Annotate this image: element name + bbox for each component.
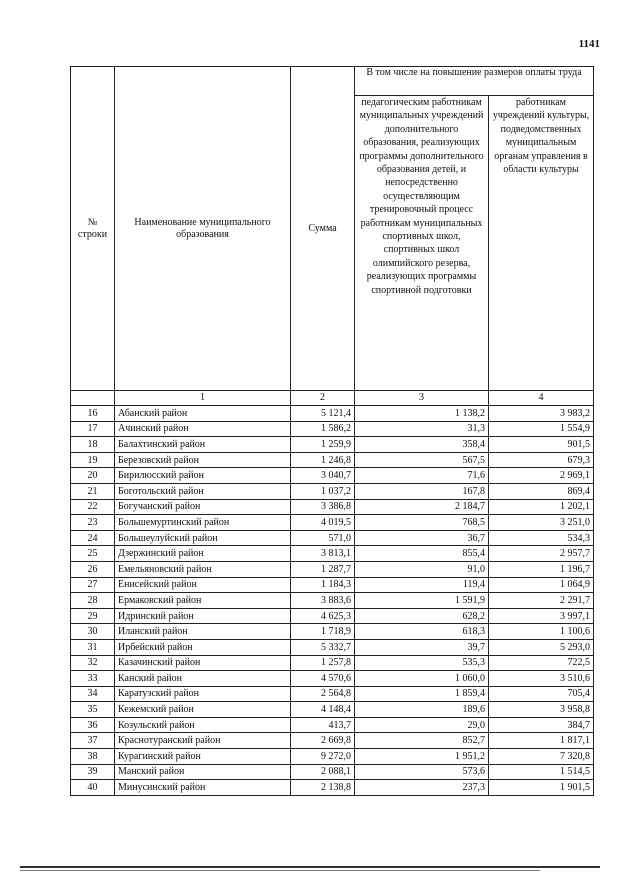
row-number-cell: 32 xyxy=(71,655,115,671)
municipality-name-cell: Козульский район xyxy=(115,717,291,733)
table-row xyxy=(71,561,594,577)
municipality-name-cell: Балахтинский район xyxy=(115,437,291,453)
row-number-cell: 35 xyxy=(71,702,115,718)
row-number-cell: 33 xyxy=(71,671,115,687)
sum-cell: 571,0 xyxy=(291,530,355,546)
culture-amount-cell: 901,5 xyxy=(489,437,594,453)
sum-cell: 1 259,9 xyxy=(291,437,355,453)
table-row xyxy=(71,515,594,531)
table-row xyxy=(71,686,594,702)
sum-cell: 2 138,8 xyxy=(291,780,355,796)
culture-amount-cell: 1 196,7 xyxy=(489,561,594,577)
row-number-cell: 27 xyxy=(71,577,115,593)
table-row xyxy=(71,437,594,453)
culture-amount-cell: 3 983,2 xyxy=(489,406,594,422)
teachers-amount-cell: 36,7 xyxy=(355,530,489,546)
table-row xyxy=(71,546,594,562)
table-row xyxy=(71,421,594,437)
row-number-cell: 18 xyxy=(71,437,115,453)
culture-amount-cell: 2 969,1 xyxy=(489,468,594,484)
header-culture-workers: работникам учреждений культуры, подведомственных муниципальным органам управления в области культуры xyxy=(489,96,594,391)
column-number xyxy=(71,391,115,406)
teachers-amount-cell: 852,7 xyxy=(355,733,489,749)
table-row xyxy=(71,717,594,733)
sum-cell: 413,7 xyxy=(291,717,355,733)
teachers-amount-cell: 628,2 xyxy=(355,608,489,624)
culture-amount-cell: 534,3 xyxy=(489,530,594,546)
culture-amount-cell: 2 291,7 xyxy=(489,593,594,609)
row-number-cell: 22 xyxy=(71,499,115,515)
municipality-name-cell: Абанский район xyxy=(115,406,291,422)
sum-cell: 4 570,6 xyxy=(291,671,355,687)
culture-amount-cell: 722,5 xyxy=(489,655,594,671)
header-municipality-name: Наименование муниципального образования xyxy=(115,67,291,391)
row-number-cell: 21 xyxy=(71,483,115,499)
municipality-name-cell: Кежемский район xyxy=(115,702,291,718)
culture-amount-cell: 869,4 xyxy=(489,483,594,499)
teachers-amount-cell: 2 184,7 xyxy=(355,499,489,515)
table-body xyxy=(71,391,594,796)
table-row xyxy=(71,655,594,671)
row-number-cell: 23 xyxy=(71,515,115,531)
funding-table xyxy=(70,66,594,796)
culture-amount-cell: 679,3 xyxy=(489,452,594,468)
table-row xyxy=(71,764,594,780)
municipality-name-cell: Канский район xyxy=(115,671,291,687)
header-including: В том числе на повышение размеров оплаты труда xyxy=(355,67,594,96)
municipality-name-cell: Краснотуранский район xyxy=(115,733,291,749)
table-row xyxy=(71,499,594,515)
table-row xyxy=(71,608,594,624)
table-row xyxy=(71,530,594,546)
teachers-amount-cell: 358,4 xyxy=(355,437,489,453)
teachers-amount-cell: 39,7 xyxy=(355,639,489,655)
teachers-amount-cell: 1 060,0 xyxy=(355,671,489,687)
sum-cell: 5 121,4 xyxy=(291,406,355,422)
sum-cell: 2 669,8 xyxy=(291,733,355,749)
table-row xyxy=(71,671,594,687)
teachers-amount-cell: 91,0 xyxy=(355,561,489,577)
table-row xyxy=(71,483,594,499)
table-row xyxy=(71,406,594,422)
sum-cell: 3 040,7 xyxy=(291,468,355,484)
sum-cell: 1 718,9 xyxy=(291,624,355,640)
row-number-cell: 25 xyxy=(71,546,115,562)
row-number-cell: 36 xyxy=(71,717,115,733)
header-teachers: педагогическим работникам муниципальных учреждений дополнительного образования, реализующих программы дополнительного образования детей, и непосредственно осуществляющим тренировочный процесс работникам муниципальных спортивных школ, спортивных школ олимпийского резерва, реализующих программы спортивной подготовки xyxy=(355,96,489,391)
sum-cell: 1 037,2 xyxy=(291,483,355,499)
table-row xyxy=(71,780,594,796)
sum-cell: 1 287,7 xyxy=(291,561,355,577)
table-row xyxy=(71,624,594,640)
table-row xyxy=(71,639,594,655)
row-number-cell: 38 xyxy=(71,749,115,765)
municipality-name-cell: Ермаковский район xyxy=(115,593,291,609)
teachers-amount-cell: 618,3 xyxy=(355,624,489,640)
teachers-amount-cell: 1 859,4 xyxy=(355,686,489,702)
teachers-amount-cell: 573,6 xyxy=(355,764,489,780)
sum-cell: 3 883,6 xyxy=(291,593,355,609)
culture-amount-cell: 384,7 xyxy=(489,717,594,733)
culture-amount-cell: 3 958,8 xyxy=(489,702,594,718)
table-header xyxy=(71,67,594,391)
row-number-cell: 24 xyxy=(71,530,115,546)
culture-amount-cell: 1 202,1 xyxy=(489,499,594,515)
municipality-name-cell: Иланский район xyxy=(115,624,291,640)
table-row xyxy=(71,593,594,609)
municipality-name-cell: Минусинский район xyxy=(115,780,291,796)
teachers-amount-cell: 535,3 xyxy=(355,655,489,671)
teachers-amount-cell: 1 138,2 xyxy=(355,406,489,422)
municipality-name-cell: Боготольский район xyxy=(115,483,291,499)
municipality-name-cell: Бирилюсский район xyxy=(115,468,291,484)
culture-amount-cell: 705,4 xyxy=(489,686,594,702)
table-row xyxy=(71,468,594,484)
row-number-cell: 19 xyxy=(71,452,115,468)
teachers-amount-cell: 167,8 xyxy=(355,483,489,499)
sum-cell: 1 586,2 xyxy=(291,421,355,437)
municipality-name-cell: Казачинский район xyxy=(115,655,291,671)
row-number-cell: 30 xyxy=(71,624,115,640)
table-row xyxy=(71,733,594,749)
sum-cell: 3 813,1 xyxy=(291,546,355,562)
column-number: 3 xyxy=(355,391,489,406)
municipality-name-cell: Березовский район xyxy=(115,452,291,468)
culture-amount-cell: 1 554,9 xyxy=(489,421,594,437)
teachers-amount-cell: 29,0 xyxy=(355,717,489,733)
column-number: 1 xyxy=(115,391,291,406)
municipality-name-cell: Емельяновский район xyxy=(115,561,291,577)
row-number-cell: 40 xyxy=(71,780,115,796)
header-sum: Сумма xyxy=(291,67,355,391)
teachers-amount-cell: 119,4 xyxy=(355,577,489,593)
table-row xyxy=(71,702,594,718)
table-row xyxy=(71,749,594,765)
municipality-name-cell: Дзержинский район xyxy=(115,546,291,562)
table-row xyxy=(71,577,594,593)
teachers-amount-cell: 189,6 xyxy=(355,702,489,718)
sum-cell: 4 019,5 xyxy=(291,515,355,531)
row-number-cell: 20 xyxy=(71,468,115,484)
sum-cell: 5 332,7 xyxy=(291,639,355,655)
culture-amount-cell: 1 514,5 xyxy=(489,764,594,780)
teachers-amount-cell: 31,3 xyxy=(355,421,489,437)
teachers-amount-cell: 768,5 xyxy=(355,515,489,531)
row-number-cell: 28 xyxy=(71,593,115,609)
sum-cell: 2 088,1 xyxy=(291,764,355,780)
culture-amount-cell: 1 100,6 xyxy=(489,624,594,640)
row-number-cell: 17 xyxy=(71,421,115,437)
culture-amount-cell: 2 957,7 xyxy=(489,546,594,562)
sum-cell: 3 386,8 xyxy=(291,499,355,515)
teachers-amount-cell: 1 591,9 xyxy=(355,593,489,609)
column-number: 2 xyxy=(291,391,355,406)
culture-amount-cell: 3 997,1 xyxy=(489,608,594,624)
sum-cell: 1 257,8 xyxy=(291,655,355,671)
footer-divider xyxy=(20,866,600,868)
row-number-cell: 34 xyxy=(71,686,115,702)
sum-cell: 9 272,0 xyxy=(291,749,355,765)
teachers-amount-cell: 1 951,2 xyxy=(355,749,489,765)
municipality-name-cell: Ачинский район xyxy=(115,421,291,437)
culture-amount-cell: 3 510,6 xyxy=(489,671,594,687)
teachers-amount-cell: 237,3 xyxy=(355,780,489,796)
culture-amount-cell: 5 293,0 xyxy=(489,639,594,655)
municipality-name-cell: Ирбейский район xyxy=(115,639,291,655)
row-number-cell: 29 xyxy=(71,608,115,624)
culture-amount-cell: 1 901,5 xyxy=(489,780,594,796)
culture-amount-cell: 1 817,1 xyxy=(489,733,594,749)
sum-cell: 1 246,8 xyxy=(291,452,355,468)
header-row-number: № строки xyxy=(71,67,115,391)
culture-amount-cell: 3 251,0 xyxy=(489,515,594,531)
municipality-name-cell: Каратузский район xyxy=(115,686,291,702)
row-number-cell: 39 xyxy=(71,764,115,780)
municipality-name-cell: Енисейский район xyxy=(115,577,291,593)
teachers-amount-cell: 567,5 xyxy=(355,452,489,468)
column-numbers-row xyxy=(71,391,594,406)
row-number-cell: 37 xyxy=(71,733,115,749)
table-row xyxy=(71,452,594,468)
municipality-name-cell: Курагинский район xyxy=(115,749,291,765)
culture-amount-cell: 1 064,9 xyxy=(489,577,594,593)
municipality-name-cell: Идринский район xyxy=(115,608,291,624)
sum-cell: 2 564,8 xyxy=(291,686,355,702)
sum-cell: 4 625,3 xyxy=(291,608,355,624)
row-number-cell: 16 xyxy=(71,406,115,422)
sum-cell: 1 184,3 xyxy=(291,577,355,593)
row-number-cell: 26 xyxy=(71,561,115,577)
page-number: 1141 xyxy=(578,38,600,50)
teachers-amount-cell: 71,6 xyxy=(355,468,489,484)
sum-cell: 4 148,4 xyxy=(291,702,355,718)
teachers-amount-cell: 855,4 xyxy=(355,546,489,562)
row-number-cell: 31 xyxy=(71,639,115,655)
culture-amount-cell: 7 320,8 xyxy=(489,749,594,765)
municipality-name-cell: Большеулуйский район xyxy=(115,530,291,546)
municipality-name-cell: Богучанский район xyxy=(115,499,291,515)
column-number: 4 xyxy=(489,391,594,406)
municipality-name-cell: Большемуртинский район xyxy=(115,515,291,531)
municipality-name-cell: Манский район xyxy=(115,764,291,780)
footer-divider-thin xyxy=(20,870,540,871)
